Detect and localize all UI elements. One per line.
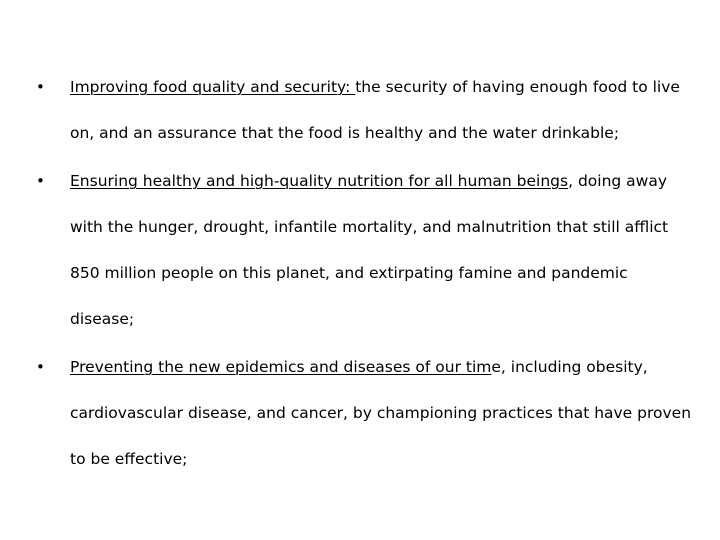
bullet-body-text: e, including obesity, cardiovascular disease, and cancer, by championing practices that have proven to be effective;	[70, 358, 692, 468]
bullet-item-food-security	[36, 64, 696, 156]
bullet-marker: •	[36, 172, 45, 190]
bullet-item-nutrition	[36, 158, 696, 342]
bullet-lead-text: Ensuring healthy and high-quality nutrition for all human beings	[70, 172, 569, 190]
bullet-lead-text: Improving food quality and security:	[70, 78, 356, 96]
bullet-body-text: the security of having enough food to live on, and an assurance that the food is healthy and the water drinkable;	[70, 78, 680, 142]
bullet-list	[36, 64, 696, 484]
bullet-lead-text: Preventing the new epidemics and diseases of our tim	[70, 358, 492, 376]
bullet-marker: •	[36, 78, 45, 96]
bullet-marker: •	[36, 358, 45, 376]
bullet-item-epidemics	[36, 344, 696, 482]
bullet-body-text: , doing away with the hunger, drought, infantile mortality, and malnutrition that still afflict 850 million people on this planet, and extirpating famine and pandemic disease;	[70, 172, 669, 328]
